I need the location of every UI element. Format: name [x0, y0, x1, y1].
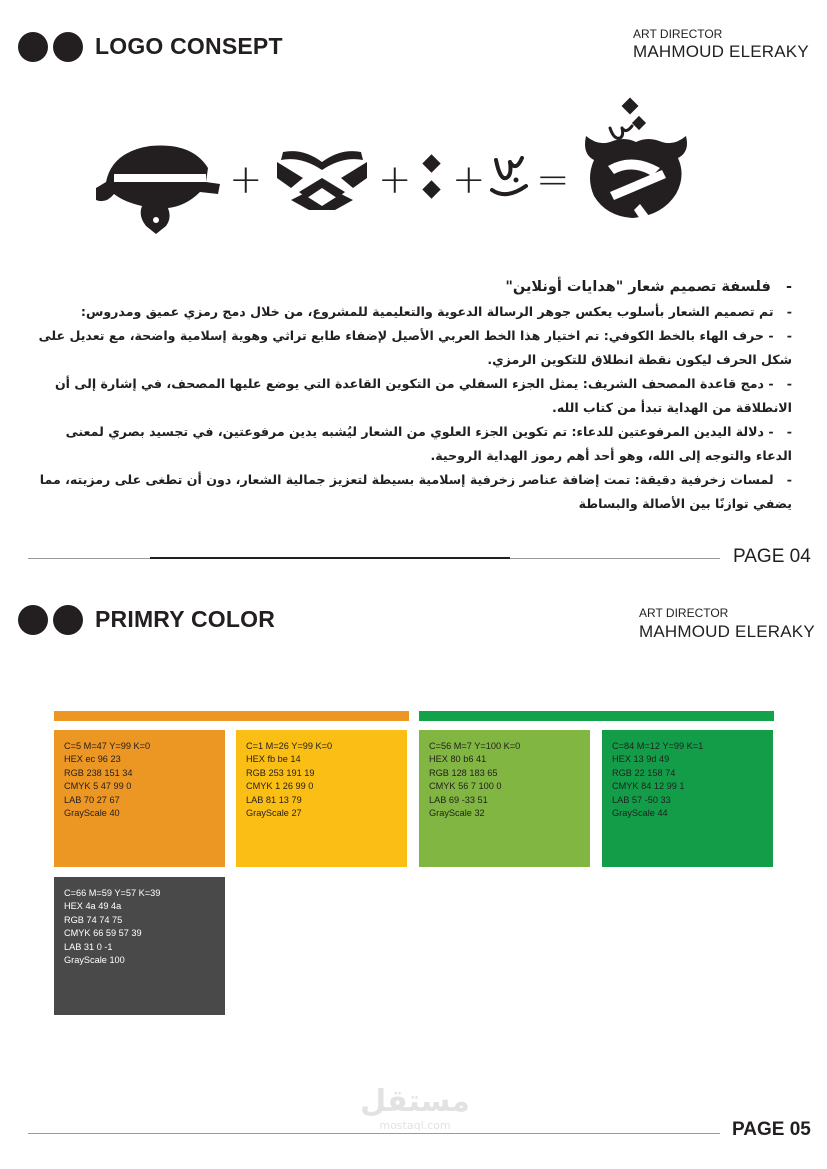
- watermark-arabic: مستقل: [360, 1084, 470, 1119]
- art-director-name: MAHMOUD ELERAKY: [633, 42, 809, 61]
- equals-sign: =: [536, 157, 570, 203]
- art-director-label: ART DIRECTOR: [633, 27, 723, 41]
- color-bar-orange: [54, 711, 409, 721]
- color-swatch-dark-gray: [54, 877, 225, 1015]
- bullet-dot: [53, 605, 83, 635]
- bullet-dot: [18, 605, 48, 635]
- kufic-haa-icon: [96, 142, 220, 234]
- footer-rule: [28, 1133, 720, 1134]
- logo-philosophy-text: [36, 274, 792, 516]
- art-director-name: MAHMOUD ELERAKY: [639, 622, 815, 641]
- plus-sign: +: [229, 157, 263, 203]
- page-number: PAGE 04: [733, 546, 811, 567]
- quran-stand-icon: [273, 148, 371, 210]
- swatch-specs: C=1 M=26 Y=99 K=0 HEX fb be 14 RGB 253 191 19 CMYK 1 26 99 0 LAB 81 13 79 GrayScale 27: [246, 741, 333, 819]
- color-swatch-orange: [54, 730, 225, 867]
- page-title: LOGO CONSEPT: [95, 33, 283, 59]
- diamond-dots-icon: [421, 154, 443, 200]
- mostaql-watermark: [350, 1085, 480, 1133]
- calligraphy-flourish-icon: [490, 150, 528, 202]
- color-swatch-green: [602, 730, 773, 867]
- swatch-specs: C=66 M=59 Y=57 K=39 HEX 4a 49 4a RGB 74 74 75 CMYK 66 59 57 39 LAB 31 0 -1 GrayScale 100: [64, 888, 161, 966]
- art-director-label: ART DIRECTOR: [639, 606, 729, 620]
- page-number: PAGE 05: [732, 1119, 811, 1140]
- swatch-specs: C=84 M=12 Y=99 K=1 HEX 13 9d 49 RGB 22 158 74 CMYK 84 12 99 1 LAB 57 -50 33 GrayScale 44: [612, 741, 704, 819]
- plus-sign: +: [378, 157, 412, 203]
- philosophy-paragraph: - تم تصميم الشعار بأسلوب يعكس جوهر الرسالة الدعوية والتعليمية للمشروع، من خلال دمج رمزي عميق ومدروس:: [80, 304, 792, 319]
- color-bar-green: [419, 711, 774, 721]
- swatch-specs: C=5 M=47 Y=99 K=0 HEX ec 96 23 RGB 238 151 34 CMYK 5 47 99 0 LAB 70 27 67 GrayScale 40: [64, 741, 151, 819]
- philosophy-paragraph: - - دمج قاعدة المصحف الشريف: يمثل الجزء السفلي من التكوين القاعدة التي يوضع عليها المصحف، في إشارة إلى أن الانطلاقة من الهداية تبدأ من كتاب الله.: [54, 376, 792, 415]
- philosophy-title: - فلسفة تصميم شعار "هدايات أونلاين": [505, 279, 792, 295]
- philosophy-paragraph: - - دلالة اليدين المرفوعتين للدعاء: تم تكوين الجزء العلوي من الشعار ليُشبه يدين مرفوعتين، في تجسيد بصري لمعنى الدعاء والتوجه إلى الله، وهو أحد أهم رموز الهداية الروحية.: [65, 424, 792, 463]
- color-swatch-light-green: [419, 730, 590, 867]
- bullet-dot: [53, 32, 83, 62]
- bullet-dot: [18, 32, 48, 62]
- swatch-specs: C=56 M=7 Y=100 K=0 HEX 80 b6 41 RGB 128 183 65 CMYK 56 7 100 0 LAB 69 -33 51 GrayScale 32: [429, 741, 521, 819]
- philosophy-paragraph: - - حرف الهاء بالخط الكوفي: تم اختيار هذا الخط العربي الأصيل لإضفاء طابع تراثي وهوية إسلامية واضحة، مع تعديل على شكل الحرف ليكون نقطة انطلاق للتكوين الرمزي.: [38, 328, 792, 367]
- final-logo-icon: [580, 96, 692, 226]
- watermark-latin: mostaql.com: [379, 1119, 451, 1132]
- footer-rule-accent: [150, 557, 510, 559]
- philosophy-paragraph: - لمسات زخرفية دقيقة: تمت إضافة عناصر زخرفية إسلامية بسيطة لتعزيز جمالية الشعار، دون أن تطغى على رمزيته، مما يضفي توازنًا بين الأصالة والبساطة: [39, 472, 792, 511]
- color-swatch-yellow: [236, 730, 407, 867]
- plus-sign: +: [452, 157, 486, 203]
- page-title: PRIMRY COLOR: [95, 606, 276, 632]
